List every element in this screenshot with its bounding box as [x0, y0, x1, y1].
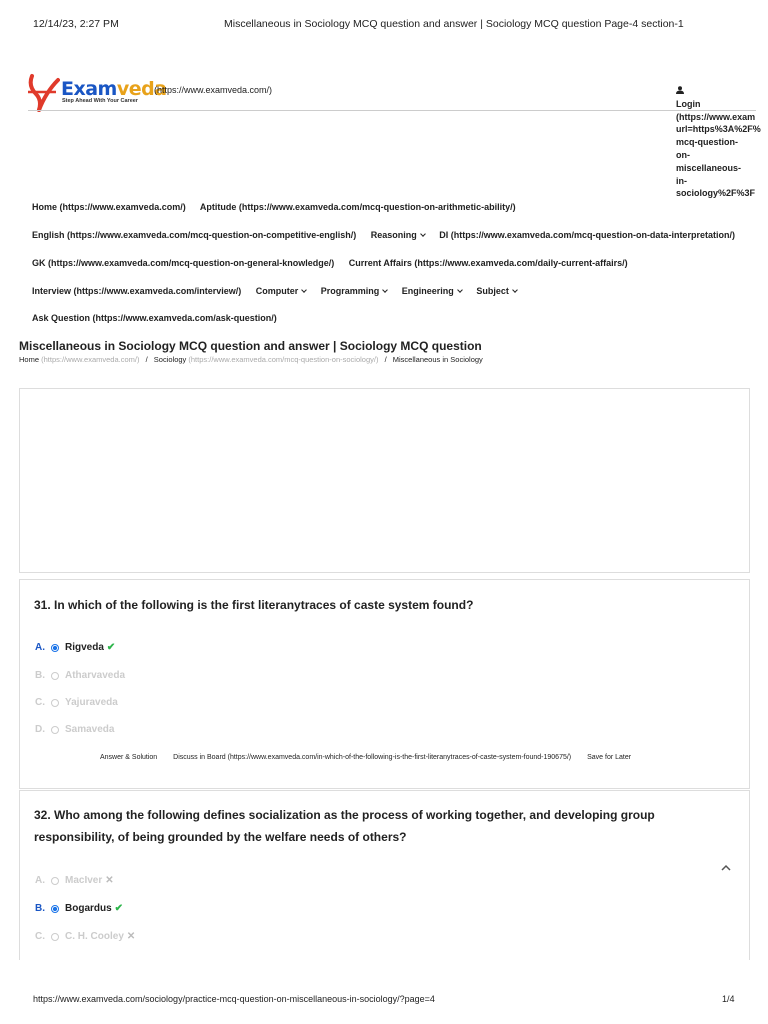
option-label: C. H. Cooley — [65, 931, 124, 942]
breadcrumb-home[interactable]: Home — [19, 355, 40, 364]
nav-reasoning-label: Reasoning — [370, 230, 417, 240]
nav-row — [32, 230, 747, 240]
nav-row — [32, 258, 640, 268]
nav-di[interactable]: DI (https://www.examveda.com/mcq-question-on-data-interpretation/) — [439, 230, 735, 240]
nav-programming-label: Programming — [320, 286, 380, 296]
logo-mark-icon — [26, 72, 60, 112]
option-label: MacIver — [65, 875, 103, 886]
option-b[interactable] — [35, 903, 123, 914]
breadcrumb-sociology-url: (https://www.examveda.com/mcq-question-on-sociology/) — [188, 355, 379, 364]
page-title: Miscellaneous in Sociology MCQ question and answer | Sociology MCQ question — [19, 339, 482, 353]
question-card — [19, 790, 750, 960]
option-letter: C. — [35, 697, 45, 708]
login-url-line: on- — [676, 149, 690, 160]
option-letter: A. — [35, 642, 45, 653]
option-letter: B. — [35, 903, 45, 914]
radio-selected[interactable] — [51, 644, 59, 652]
login-url-line: mcq-question- — [676, 137, 738, 148]
login-text: Login — [676, 98, 701, 109]
logo-brand — [61, 78, 167, 100]
checkmark-icon: ✔ — [114, 903, 124, 914]
print-title: Miscellaneous in Sociology MCQ question and answer | Sociology MCQ question Page-4 section-1 — [224, 18, 684, 30]
radio-unselected[interactable] — [51, 672, 59, 680]
login-url-line: sociology%2F%3F — [676, 188, 756, 199]
nav-ask-question[interactable]: Ask Question (https://www.examveda.com/ask-question/) — [32, 313, 277, 323]
radio-unselected[interactable] — [51, 699, 59, 707]
chevron-down-icon — [512, 287, 518, 293]
login-url-line: url=https%3A%2F% — [676, 124, 761, 135]
cross-icon: ✕ — [105, 875, 114, 886]
question-text: 32. Who among the following defines socialization as the process of working together, and developing group responsibility, of being grounded by the welfare needs of others? — [34, 808, 655, 844]
nav-home[interactable]: Home (https://www.examveda.com/) — [32, 202, 186, 212]
radio-selected[interactable] — [51, 905, 59, 913]
nav-subject[interactable] — [476, 286, 517, 296]
breadcrumb-current: Miscellaneous in Sociology — [392, 355, 483, 364]
nav-programming[interactable] — [321, 286, 388, 296]
option-c[interactable] — [35, 931, 135, 942]
option-c[interactable] — [35, 697, 118, 708]
logo-brand-part1: Exam — [61, 78, 117, 100]
nav-subject-label: Subject — [476, 286, 509, 296]
nav-computer[interactable] — [256, 286, 307, 296]
breadcrumb-sociology[interactable]: Sociology — [153, 355, 187, 364]
login-label — [676, 85, 768, 111]
option-b[interactable] — [35, 670, 125, 681]
nav-reasoning[interactable] — [371, 230, 425, 240]
logo-url[interactable]: (https://www.examveda.com/) — [154, 85, 273, 95]
print-url: https://www.examveda.com/sociology/practice-mcq-question-on-miscellaneous-in-sociology/?page=4 — [33, 994, 435, 1004]
nav-row — [32, 313, 289, 323]
option-a[interactable] — [35, 875, 114, 886]
save-for-later-button[interactable]: Save for Later — [587, 754, 632, 761]
chevron-down-icon — [457, 287, 463, 293]
radio-unselected[interactable] — [51, 877, 59, 885]
login-link[interactable] — [676, 85, 768, 200]
option-a[interactable] — [35, 642, 115, 653]
chevron-up-icon — [718, 860, 734, 876]
scroll-top-button[interactable] — [718, 860, 734, 876]
checkmark-icon: ✔ — [106, 642, 116, 653]
breadcrumb-separator: / — [145, 355, 148, 364]
header-divider — [28, 110, 756, 111]
user-icon — [676, 85, 766, 98]
chevron-down-icon — [382, 287, 388, 293]
nav-english[interactable]: English (https://www.examveda.com/mcq-question-on-competitive-english/) — [32, 230, 357, 240]
nav-current-affairs[interactable]: Current Affairs (https://www.examveda.com/daily-current-affairs/) — [348, 258, 628, 268]
nav-interview[interactable]: Interview (https://www.examveda.com/interview/) — [32, 286, 242, 296]
chevron-down-icon — [420, 231, 426, 237]
print-datetime: 12/14/23, 2:27 PM — [33, 18, 119, 30]
login-url-line: (https://www.exam — [676, 111, 756, 122]
radio-unselected[interactable] — [51, 933, 59, 941]
option-letter: A. — [35, 875, 45, 886]
login-url-line: in- — [676, 175, 687, 186]
nav-gk[interactable]: GK (https://www.examveda.com/mcq-question-on-general-knowledge/) — [32, 258, 335, 268]
option-label: Yajuraveda — [65, 697, 118, 708]
ad-placeholder — [19, 388, 750, 573]
cross-icon: ✕ — [126, 931, 136, 942]
radio-unselected[interactable] — [51, 726, 59, 734]
option-letter: D. — [35, 724, 45, 735]
option-label: Bogardus — [65, 903, 112, 914]
breadcrumb — [19, 355, 483, 364]
option-label: Atharvaveda — [65, 670, 126, 681]
option-label: Samaveda — [65, 724, 115, 735]
logo-brand-part2: veda — [116, 78, 167, 100]
discuss-link[interactable]: Discuss in Board (https://www.examveda.com/in-which-of-the-following-is-the-first-literanytraces-of-caste-system-found-190675/) — [173, 754, 572, 761]
nav-row — [32, 286, 529, 296]
option-letter: C. — [35, 931, 45, 942]
answer-solution-button[interactable]: Answer & Solution — [100, 754, 158, 761]
question-text: 31. In which of the following is the first literanytraces of caste system found? — [34, 598, 474, 612]
breadcrumb-separator: / — [384, 355, 387, 364]
login-url-line: miscellaneous- — [676, 162, 742, 173]
option-label: Rigveda — [65, 642, 104, 653]
breadcrumb-home-url: (https://www.examveda.com/) — [41, 355, 140, 364]
option-d[interactable] — [35, 724, 114, 735]
nav-aptitude[interactable]: Aptitude (https://www.examveda.com/mcq-question-on-arithmetic-ability/) — [199, 202, 516, 212]
print-page-number: 1/4 — [722, 994, 735, 1004]
logo-tagline: Step Ahead With Your Career — [62, 98, 138, 104]
question-card — [19, 579, 750, 789]
chevron-down-icon — [301, 287, 307, 293]
nav-computer-label: Computer — [255, 286, 299, 296]
nav-engineering[interactable] — [402, 286, 462, 296]
nav-engineering-label: Engineering — [401, 286, 454, 296]
nav-row — [32, 202, 528, 212]
option-letter: B. — [35, 670, 45, 681]
question-actions — [100, 754, 645, 761]
